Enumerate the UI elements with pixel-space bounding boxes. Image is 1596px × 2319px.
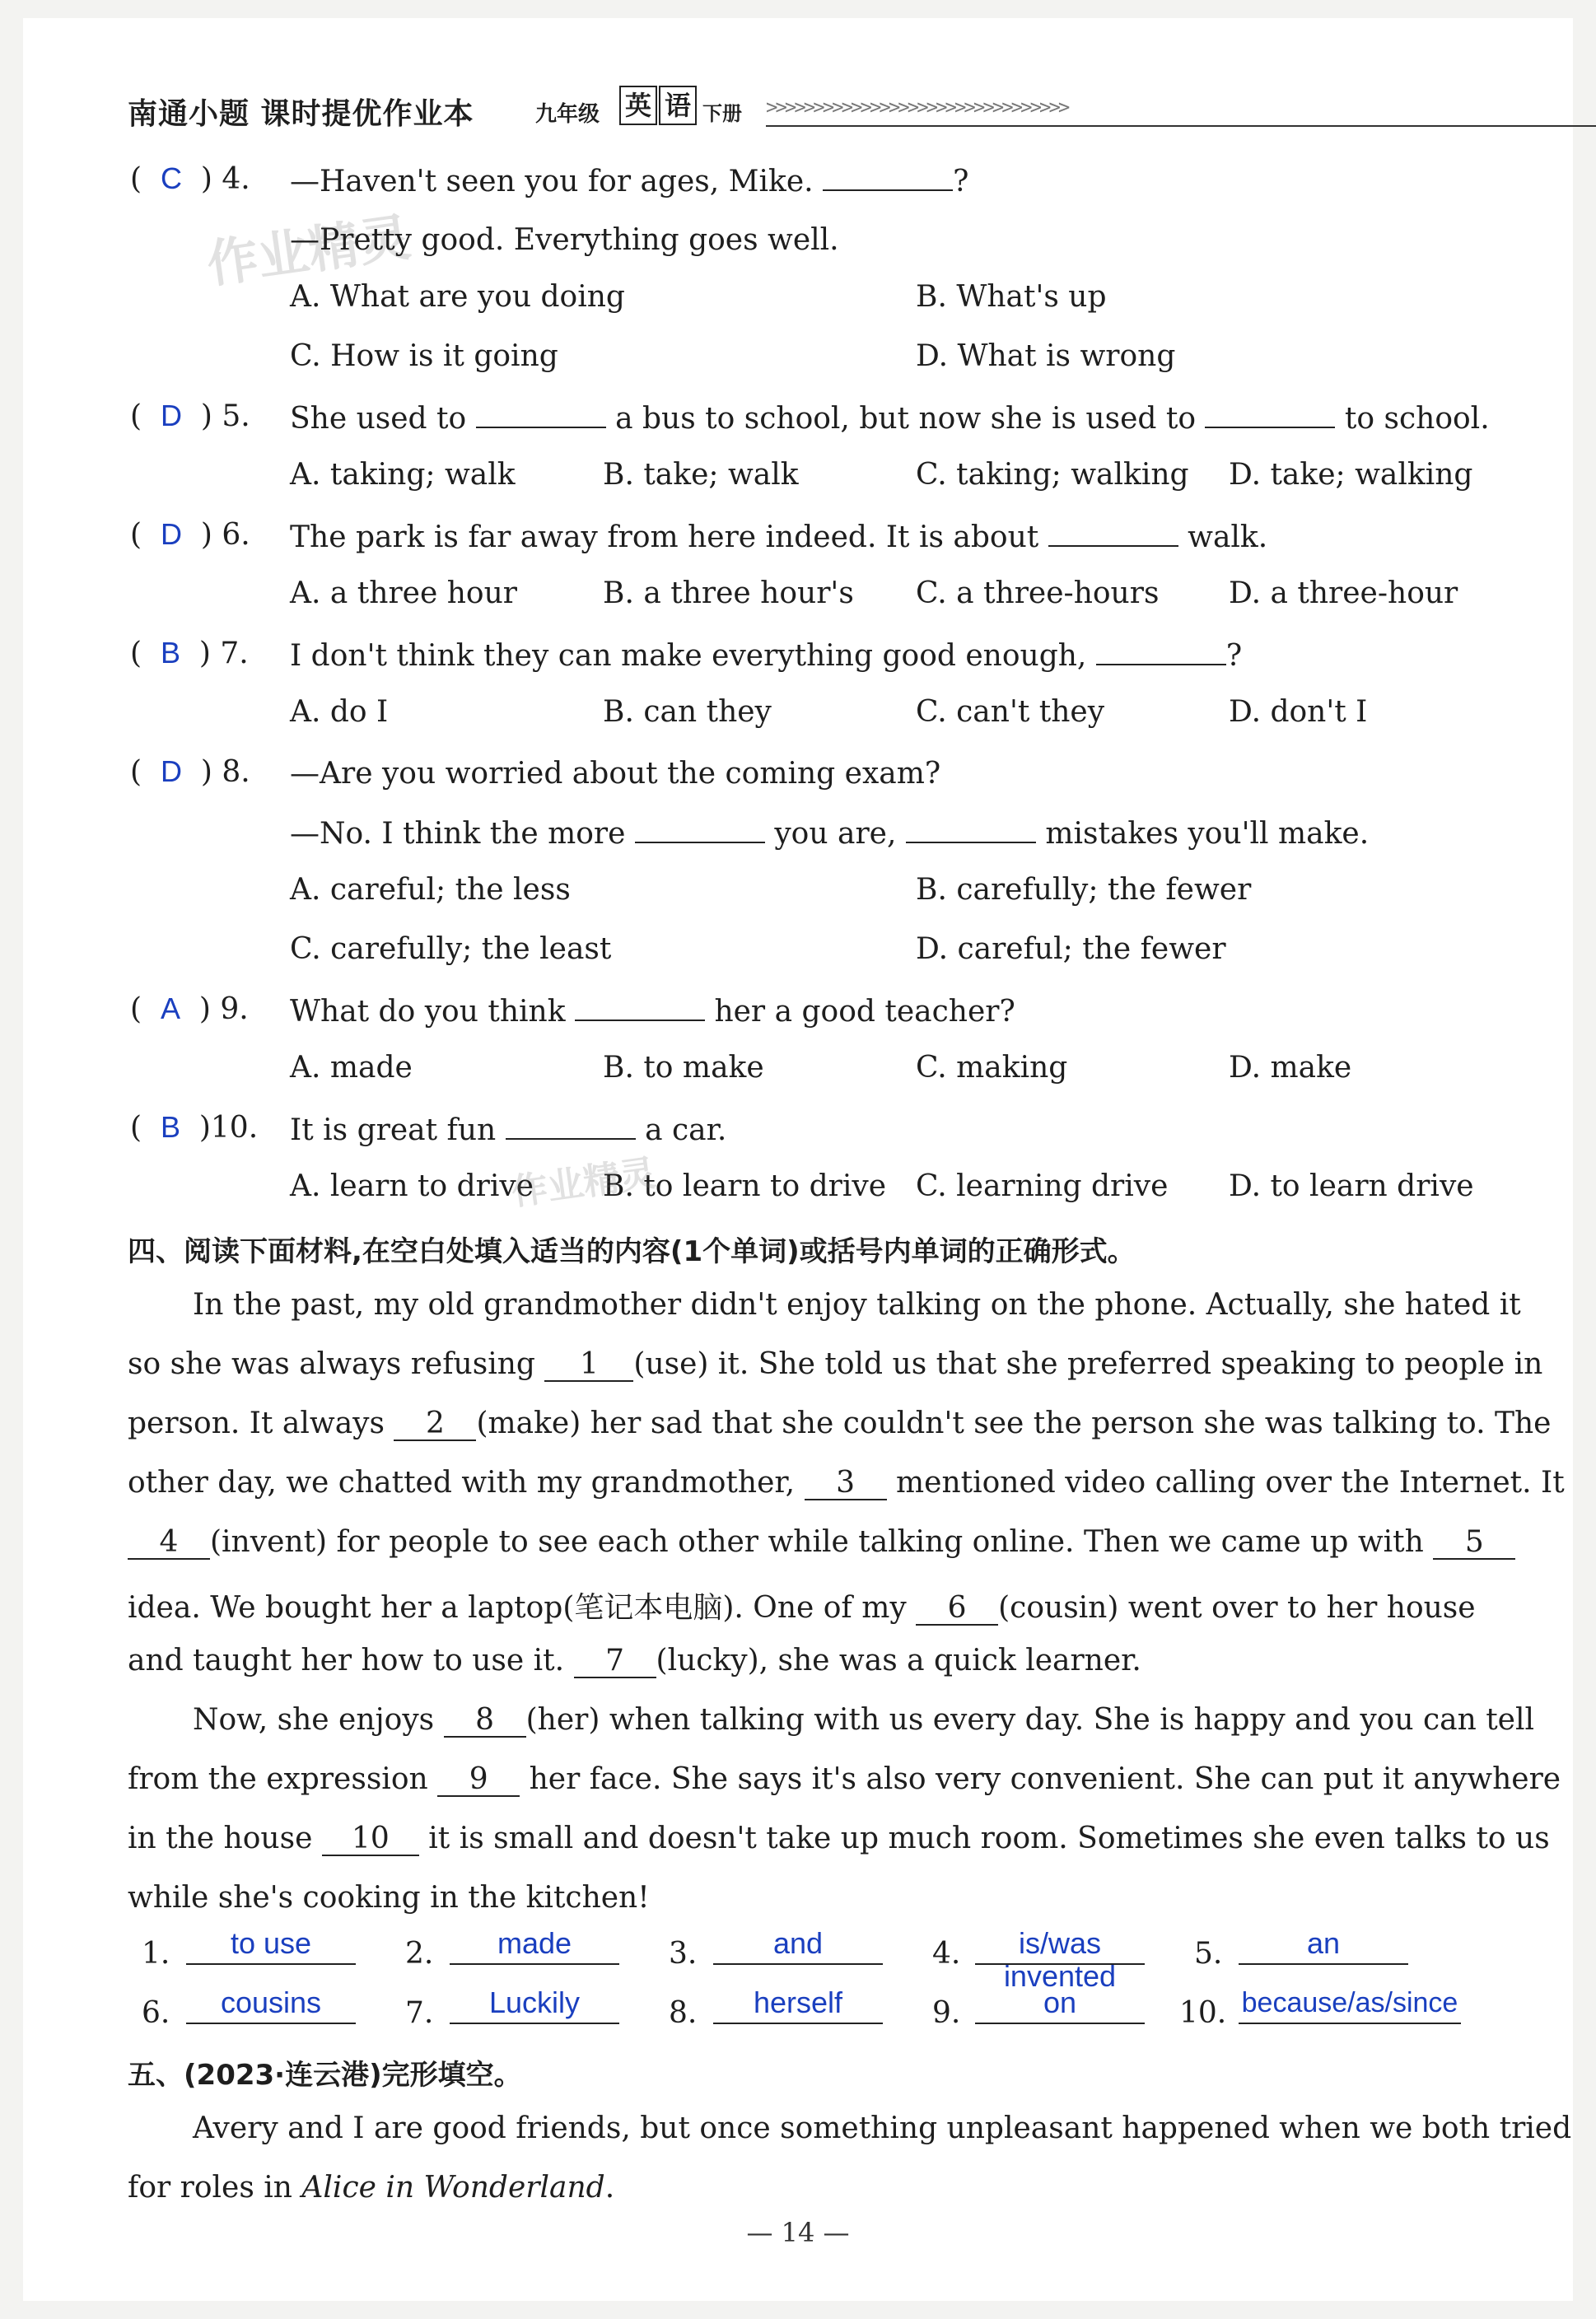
q8-stem: —Are you worried about the coming exam? [290,757,941,791]
blank-5: 5 [1433,1527,1515,1560]
q10-option-d: D. to learn drive [1229,1169,1474,1203]
q7-answer: B [160,636,180,670]
q6-option-a: A. a three hour [290,576,517,610]
watermark: 作业精灵 [508,1151,659,1214]
q7-stem: I don't think they can make everything good enough, ? [290,636,1242,676]
page-header [128,86,1486,131]
answer-value: cousins [186,1986,356,2024]
passage-line: idea. We bought her a laptop(笔记本电脑). One of my 6 (cousin) went over to her house [128,1591,1476,1625]
q4-option-c: C. How is it going [290,339,558,373]
passage-line: 4 (invent) for people to see each other while talking online. Then we came up with 5 [128,1525,1515,1560]
answer-number: 5. [1194,1937,1223,1971]
passage-line: in the house 10 it is small and doesn't take up much room. Sometimes she even talks to us [128,1822,1550,1855]
blank [575,992,705,1021]
q10-answer-paren: ( B )10. [130,1110,259,1145]
q7-option-a: A. do I [290,695,389,729]
header-rule [766,125,1596,127]
answer-number: 2. [405,1937,434,1971]
page-number: — 14 — [746,2217,850,2248]
q9-option-c: C. making [916,1051,1068,1085]
q8-answer: D [160,754,182,788]
q7-option-c: C. can't they [916,695,1105,729]
q6-stem: The park is far away from here indeed. It is about walk. [290,517,1267,558]
answer-number: 8. [669,1996,698,2030]
q5-option-c: C. taking; walking [916,458,1189,492]
q9-answer: A [160,992,180,1025]
passage-line: person. It always 2 (make) her sad that she couldn't see the person she was talking to. The [128,1407,1552,1440]
q9-stem: What do you think her a good teacher? [290,992,1015,1032]
q9-answer-paren: ( A ) 9. [130,992,249,1026]
blank-8: 8 [444,1705,526,1738]
header-arrows: >>>>>>>>>>>>>>>>>>>>>>>>>>>>>>>> [766,96,1068,119]
blank-6: 6 [916,1593,998,1626]
passage-line: while she's cooking in the kitchen! [128,1881,650,1915]
q4-answer: C [160,161,182,195]
q10-option-b: B. to learn to drive [603,1169,887,1203]
blank-1: 1 [544,1349,633,1382]
q6-option-c: C. a three-hours [916,576,1160,610]
q9-option-a: A. made [290,1051,413,1085]
passage-line: and taught her how to use it. 7 (lucky), she was a quick learner. [128,1644,1141,1677]
blank-4: 4 [128,1527,210,1560]
answer-value: herself [713,1986,883,2024]
volume-label: 下册 [702,102,742,125]
q4-option-b: B. What's up [916,280,1107,314]
q7-option-d: D. don't I [1229,695,1368,729]
q8-reply: —No. I think the more you are, mistakes you'll make. [290,814,1369,854]
blank [635,814,765,843]
watermark: 作业精灵 [203,207,414,295]
passage-line: other day, we chatted with my grandmother, 3 mentioned video calling over the Internet. It [128,1466,1565,1500]
q4-reply: —Pretty good. Everything goes well. [290,223,839,257]
q4-answer-paren: ( C ) 4. [130,161,250,196]
q6-answer-paren: ( D ) 6. [130,517,250,552]
q5-answer: D [160,399,182,432]
subject-char-1: 英 [619,86,657,125]
passage-line: Avery and I are good friends, but once something unpleasant happened when we both tried [193,2111,1572,2145]
q5-stem: She used to a bus to school, but now she is used to to school. [290,399,1490,439]
blank [906,814,1036,843]
q6-option-d: D. a three-hour [1229,576,1458,610]
q7-answer-paren: ( B ) 7. [130,636,249,670]
answer-value: Luckily [450,1986,619,2024]
q10-option-a: A. learn to drive [290,1169,534,1203]
blank [1096,636,1226,665]
grade-label: 九年级 [535,102,600,127]
blank [1205,399,1335,428]
q6-option-b: B. a three hour's [603,576,854,610]
answer-number: 7. [405,1996,434,2030]
answer-value: because/as/since [1239,1986,1461,2024]
q8-option-a: A. careful; the less [290,873,571,907]
q6-answer: D [160,517,182,551]
answer-number: 6. [142,1996,170,2030]
answer-value: an [1239,1927,1408,1965]
q9-option-d: D. make [1229,1051,1352,1085]
q10-option-c: C. learning drive [916,1169,1169,1203]
answer-number: 10. [1179,1996,1227,2030]
answer-number: 9. [932,1996,961,2030]
passage-line: In the past, my old grandmother didn't enjoy talking on the phone. Actually, she hated it [193,1288,1521,1322]
answer-value: to use [186,1927,356,1965]
q8-option-b: B. carefully; the fewer [916,873,1252,907]
q4-option-d: D. What is wrong [916,339,1176,373]
blank [506,1110,636,1140]
q9-option-b: B. to make [603,1051,764,1085]
blank-9: 9 [437,1764,520,1797]
answer-number: 1. [142,1937,170,1971]
blank [823,161,953,191]
answer-value: on [975,1986,1145,2024]
passage-line: so she was always refusing 1 (use) it. She told us that she preferred speaking to people in [128,1347,1543,1381]
q4-stem: —Haven't seen you for ages, Mike. ? [290,161,968,202]
answer-number: 3. [669,1937,698,1971]
blank-2: 2 [394,1408,476,1441]
blank-7: 7 [574,1645,656,1678]
blank-10: 10 [322,1823,419,1856]
book-title: 南通小题 课时提优作业本 [128,97,474,131]
passage-line: Now, she enjoys 8 (her) when talking with us every day. She is happy and you can tell [193,1703,1535,1737]
answer-value: made [450,1927,619,1965]
q5-option-d: D. take; walking [1229,458,1473,492]
blank [1048,517,1178,547]
q5-option-b: B. take; walk [603,458,799,492]
q5-answer-paren: ( D ) 5. [130,399,250,433]
blank-3: 3 [805,1467,887,1500]
q8-option-d: D. careful; the fewer [916,932,1226,966]
passage-line: from the expression 9 her face. She says it's also very convenient. She can put it anywhere [128,1762,1561,1796]
blank [476,399,606,428]
answer-value: is/was invented [975,1927,1145,1965]
q8-answer-paren: ( D ) 8. [130,754,250,789]
subject-char-2: 语 [659,86,697,125]
q10-answer: B [160,1110,180,1144]
section-4-title: 四、阅读下面材料,在空白处填入适当的内容(1个单词)或括号内单词的正确形式。 [128,1235,1136,1268]
section-5-title: 五、(2023·连云港)完形填空。 [128,2059,522,2092]
answer-number: 4. [932,1937,961,1971]
passage-line: for roles in Alice in Wonderland. [128,2171,615,2205]
q10-stem: It is great fun a car. [290,1110,726,1150]
q7-option-b: B. can they [603,695,772,729]
q4-option-a: A. What are you doing [290,280,625,314]
q5-option-a: A. taking; walk [290,458,516,492]
answer-value: and [713,1927,883,1965]
q8-option-c: C. carefully; the least [290,932,612,966]
